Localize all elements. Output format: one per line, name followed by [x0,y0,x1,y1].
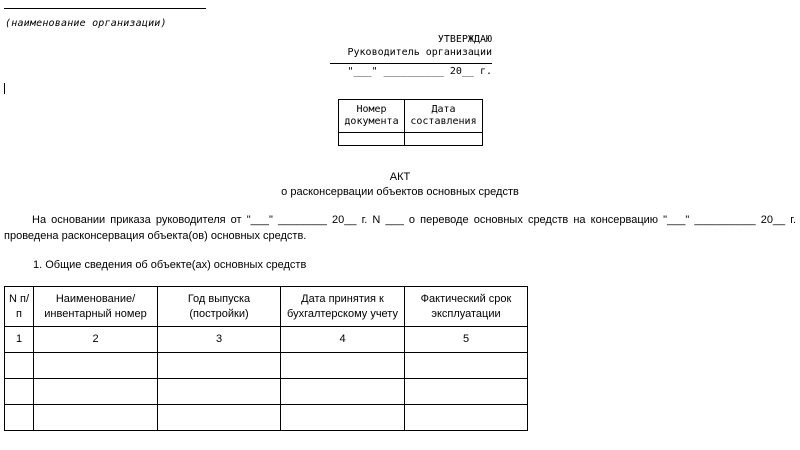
table-cell[interactable] [405,353,528,379]
column-number: 3 [158,327,281,353]
table-cell[interactable] [405,405,528,431]
table-cell[interactable] [5,405,34,431]
act-title: АКТ [389,171,411,183]
table-cell[interactable] [405,379,528,405]
doc-number-header: Номер документа [339,100,405,133]
act-subtitle: о расконсервации объектов основных средств [281,186,519,198]
approver-signature-line [330,63,492,64]
table-row [5,379,528,405]
approval-date-line: "___" __________ 20__ г. [347,66,492,77]
table-cell[interactable] [281,353,405,379]
table-row [5,405,528,431]
table-cell[interactable] [158,405,281,431]
column-number: 4 [281,327,405,353]
section-1-title: 1. Общие сведения об объекте(ах) основных средств [33,259,307,271]
table-cell[interactable] [5,379,34,405]
table-row [5,353,528,379]
column-number: 5 [405,327,528,353]
organization-name-hint: (наименование организации) [5,18,167,29]
approve-role: Руководитель организации [347,47,492,58]
table-cell[interactable] [34,379,158,405]
table-cell[interactable] [281,379,405,405]
column-number: 2 [34,327,158,353]
approval-block [330,33,492,59]
text-cursor [4,83,5,94]
doc-number-cell[interactable] [339,133,405,146]
table-cell[interactable] [5,353,34,379]
organization-name-line [4,8,206,9]
basis-text: На основании приказа руководителя от "___" ________ 20__ г. N ___ о переводе основных средств на консервацию "___" __________ 20__ г. проведена расконсервация объекта(ов) основных средств. [4,214,796,242]
header-number: N п/п [5,287,34,327]
header-service-life: Фактический срок эксплуатации [405,287,528,327]
column-number: 1 [5,327,34,353]
table-cell[interactable] [158,353,281,379]
approve-title: УТВЕРЖДАЮ [437,34,492,45]
basis-paragraph [4,212,796,244]
table-cell[interactable] [158,379,281,405]
header-accounting-date: Дата принятия к бухгалтерскому учету [281,287,405,327]
fixed-assets-info-table [4,286,528,431]
table-cell[interactable] [34,353,158,379]
doc-date-header: Дата составления [405,100,483,133]
header-year: Год выпуска (постройки) [158,287,281,327]
table-cell[interactable] [281,405,405,431]
table-cell[interactable] [34,405,158,431]
doc-date-cell[interactable] [405,133,483,146]
header-name-inventory: Наименование/инвентарный номер [34,287,158,327]
document-number-table [338,99,483,146]
